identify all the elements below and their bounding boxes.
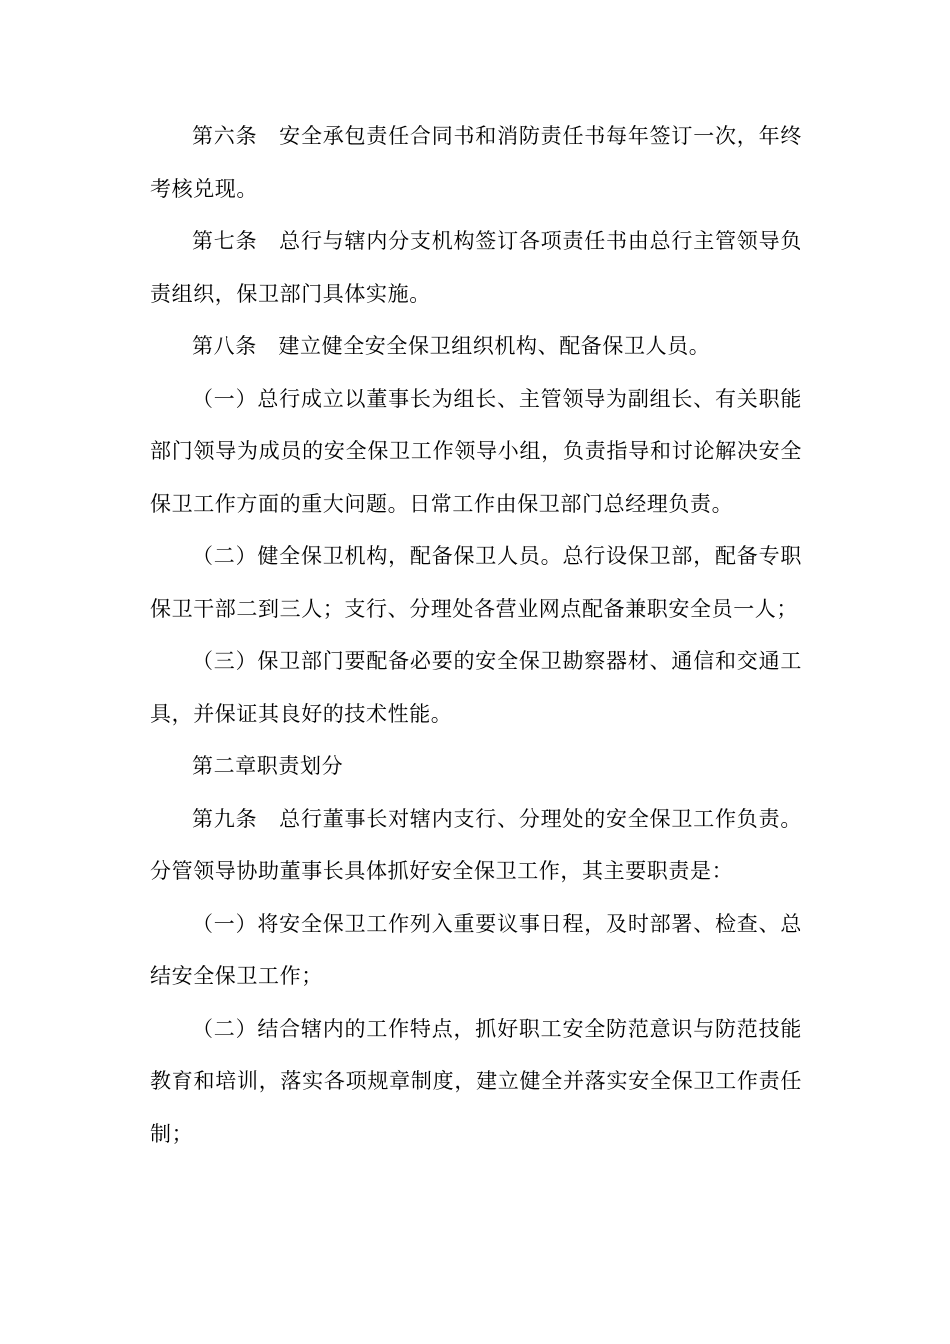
article-7-paragraph: 第七条 总行与辖内分支机构签订各项责任书由总行主管领导负责组织，保卫部门具体实施。 [150,229,802,306]
chapter-2-heading: 第二章职责划分 [192,754,344,778]
article-8-item-1: （一）总行成立以董事长为组长、主管领导为副组长、有关职能部门领导为成员的安全保卫工作领导小组，负责指导和讨论解决安全保卫工作方面的重大问题。日常工作由保卫部门总经理负责。 [150,386,802,516]
article-9-item-2: （二）结合辖内的工作特点，抓好职工安全防范意识与防范技能教育和培训，落实各项规章制度，建立健全并落实安全保卫工作责任制； [150,1016,802,1146]
article-9-item-1: （一）将安全保卫工作列入重要议事日程，及时部署、检查、总结安全保卫工作； [150,911,802,988]
article-6-paragraph: 第六条 安全承包责任合同书和消防责任书每年签订一次，年终考核兑现。 [150,124,802,201]
document-page [150,110,802,1160]
article-8-item-3: （三）保卫部门要配备必要的安全保卫勘察器材、通信和交通工具，并保证其良好的技术性能。 [150,649,802,726]
article-8-item-2: （二）健全保卫机构，配备保卫人员。总行设保卫部，配备专职保卫干部二到三人；支行、分理处各营业网点配备兼职安全员一人； [150,544,802,621]
article-9-paragraph: 第九条 总行董事长对辖内支行、分理处的安全保卫工作负责。分管领导协助董事长具体抓好安全保卫工作，其主要职责是： [150,806,802,883]
article-8-paragraph: 第八条 建立健全安全保卫组织机构、配备保卫人员。 [192,334,711,358]
